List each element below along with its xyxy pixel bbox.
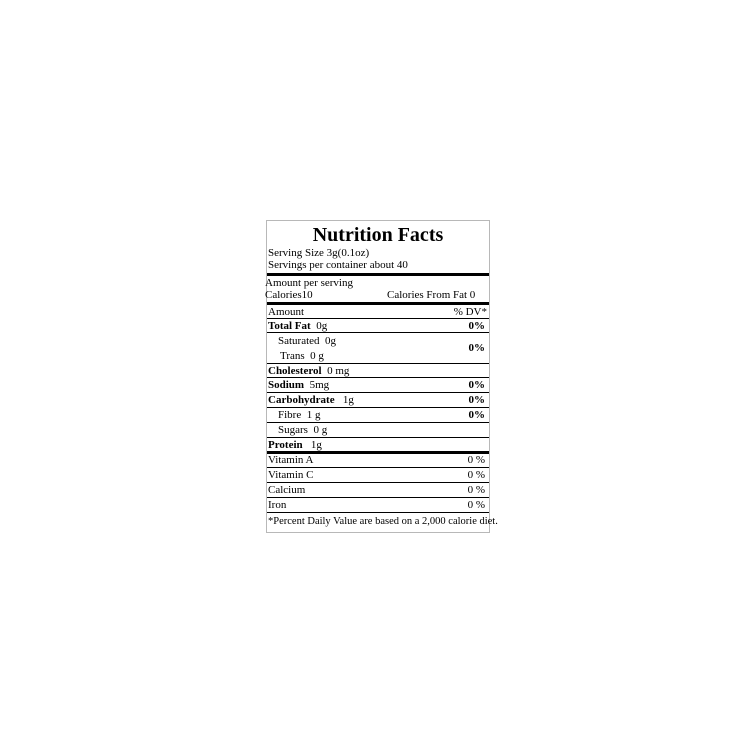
nutrient-name: Fibre — [278, 409, 302, 421]
divider — [267, 363, 489, 364]
total-fat-dv: 0% — [468, 320, 485, 332]
saturated-row — [278, 335, 336, 348]
nutrient-amount: 1 g — [306, 409, 321, 421]
nutrient-name: Trans — [280, 350, 305, 362]
nutrient-amount: 0 g — [313, 424, 328, 436]
divider-thick — [267, 273, 489, 276]
carbohydrate-row — [268, 394, 354, 407]
calories-from-fat: Calories From Fat 0 — [387, 289, 476, 301]
vitamin-name: Calcium — [268, 484, 306, 496]
vitamin-name: Vitamin A — [268, 454, 314, 466]
vitamin-dv: 0 % — [467, 454, 485, 466]
nutrient-name: Sodium — [268, 379, 305, 391]
divider — [267, 318, 489, 319]
divider — [267, 392, 489, 393]
divider — [267, 437, 489, 438]
nutrient-amount: 0g — [316, 320, 328, 332]
sodium-row — [268, 379, 329, 392]
nutrient-name: Protein — [268, 439, 303, 451]
divider-thick — [267, 302, 489, 305]
nutrient-name: Carbohydrate — [268, 394, 335, 406]
divider — [267, 377, 489, 378]
vitamin-name: Iron — [268, 499, 287, 511]
dv-header: % DV* — [453, 306, 487, 318]
sodium-dv: 0% — [468, 379, 485, 391]
vitamin-dv: 0 % — [467, 469, 485, 481]
nutrient-name: Saturated — [278, 335, 320, 347]
sugars-row — [278, 424, 327, 437]
fibre-row — [278, 409, 320, 422]
fat-sub-dv: 0% — [468, 342, 485, 354]
nutrient-name: Sugars — [278, 424, 308, 436]
nutrient-amount: 1g — [310, 439, 322, 451]
nutrient-name: Total Fat — [268, 320, 311, 332]
vitamin-name: Vitamin C — [268, 469, 314, 481]
calories: Calories10 — [265, 289, 313, 301]
divider — [267, 467, 489, 468]
nutrient-amount: 0 g — [310, 350, 324, 362]
divider — [267, 407, 489, 408]
nutrient-amount: 0 mg — [327, 365, 350, 377]
nutrient-amount: 1g — [342, 394, 354, 406]
divider — [267, 422, 489, 423]
divider — [267, 332, 489, 333]
amount-header: Amount — [268, 306, 305, 318]
amount-per-serving: Amount per serving — [265, 277, 353, 289]
carbohydrate-dv: 0% — [468, 394, 485, 406]
nutrient-amount: 0g — [325, 335, 337, 347]
vitamin-dv: 0 % — [467, 484, 485, 496]
servings-per-container: Servings per container about 40 — [268, 259, 408, 271]
footnote: *Percent Daily Value are based on a 2,000 calorie diet. — [268, 516, 498, 527]
label-title: Nutrition Facts — [312, 224, 444, 246]
trans-row — [280, 350, 324, 363]
divider — [267, 482, 489, 483]
nutrient-name: Cholesterol — [268, 365, 322, 377]
nutrient-amount: 5mg — [309, 379, 330, 391]
divider — [267, 512, 489, 513]
fibre-dv: 0% — [468, 409, 485, 421]
divider — [267, 497, 489, 498]
serving-size: Serving Size 3g(0.1oz) — [268, 247, 370, 259]
vitamin-dv: 0 % — [467, 499, 485, 511]
nutrition-facts-label — [265, 220, 498, 533]
